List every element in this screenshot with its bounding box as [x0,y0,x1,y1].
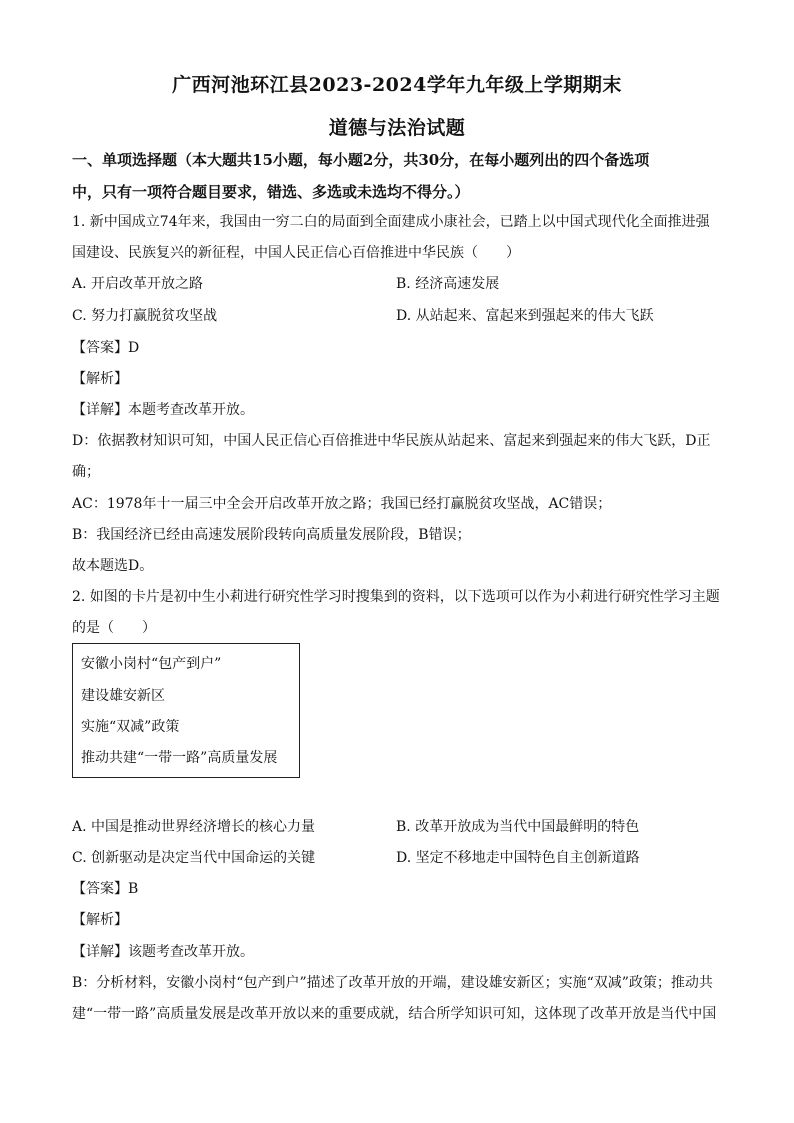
q1-option-d: D. 从站起来、富起来到强起来的伟大飞跃 [396,308,654,324]
q2-explanation-b-line1: B：分析材料，安徽小岗村“包产到户”描述了改革开放的开端，建设雄安新区；实施“双减”政策；推动共 [72,975,713,991]
card-item: 推动共建“一带一路”高质量发展 [81,750,278,766]
q1-analysis-label: 【解析】 [72,371,128,387]
q2-explanation-b-line2: 建“一带一路”高质量发展是改革开放以来的重要成就，结合所学知识可知，这体现了改革开放是当代中国 [72,1006,717,1022]
q1-explanation-d-line1: D：依据教材知识可知，中国人民正信心百倍推进中华民族从站起来、富起来到强起来的伟大飞跃，D正 [72,433,711,449]
card-item: 建设雄安新区 [81,688,165,704]
q2-option-a: A. 中国是推动世界经济增长的核心力量 [72,819,316,835]
q1-answer: 【答案】D [72,340,140,356]
q2-analysis-label: 【解析】 [72,912,128,928]
section-heading-line1: 一、单项选择题（本大题共15小题，每小题2分，共30分，在每小题列出的四个备选项 [72,151,650,169]
q1-detail: 【详解】本题考查改革开放。 [72,402,254,418]
q1-conclusion: 故本题选D。 [72,558,154,574]
q1-explanation-d-line2: 确； [72,464,100,480]
section-heading-line2: 中，只有一项符合题目要求，错选、多选或未选均不得分。） [72,183,470,201]
q2-option-c: C. 创新驱动是决定当代中国命运的关键 [72,850,316,866]
q2-stem-line2: 的是（ ） [72,620,156,636]
q2-detail: 【详解】该题考查改革开放。 [72,944,254,960]
q2-answer: 【答案】B [72,881,139,897]
q1-option-a: A. 开启改革开放之路 [72,276,204,292]
q1-stem-line1: 1. 新中国成立74年来，我国由一穷二白的局面到全面建成小康社会，已踏上以中国式现代化全面推进强 [72,214,710,230]
card-item: 实施“双减”政策 [81,719,180,735]
q1-stem-line2: 国建设、民族复兴的新征程，中国人民正信心百倍推进中华民族（ ） [72,245,520,261]
q2-option-d: D. 坚定不移地走中国特色自主创新道路 [396,850,640,866]
q2-info-card [72,643,300,778]
q1-option-b: B. 经济高速发展 [396,276,500,292]
q2-stem-line1: 2. 如图的卡片是初中生小莉进行研究性学习时搜集到的资料，以下选项可以作为小莉进行研究性学习主题 [72,589,720,605]
exam-subtitle: 道德与法治试题 [328,117,466,139]
card-item: 安徽小岗村“包产到户” [81,656,222,672]
exam-title: 广西河池环江县2023-2024学年九年级上学期期末 [172,74,622,96]
q1-explanation-b: B：我国经济已经由高速发展阶段转向高质量发展阶段，B错误； [72,527,471,543]
q2-option-b: B. 改革开放成为当代中国最鲜明的特色 [396,819,640,835]
q1-explanation-ac: AC：1978年十一届三中全会开启改革开放之路；我国已经打赢脱贫攻坚战，AC错误； [72,496,612,512]
q1-option-c: C. 努力打赢脱贫攻坚战 [72,308,218,324]
